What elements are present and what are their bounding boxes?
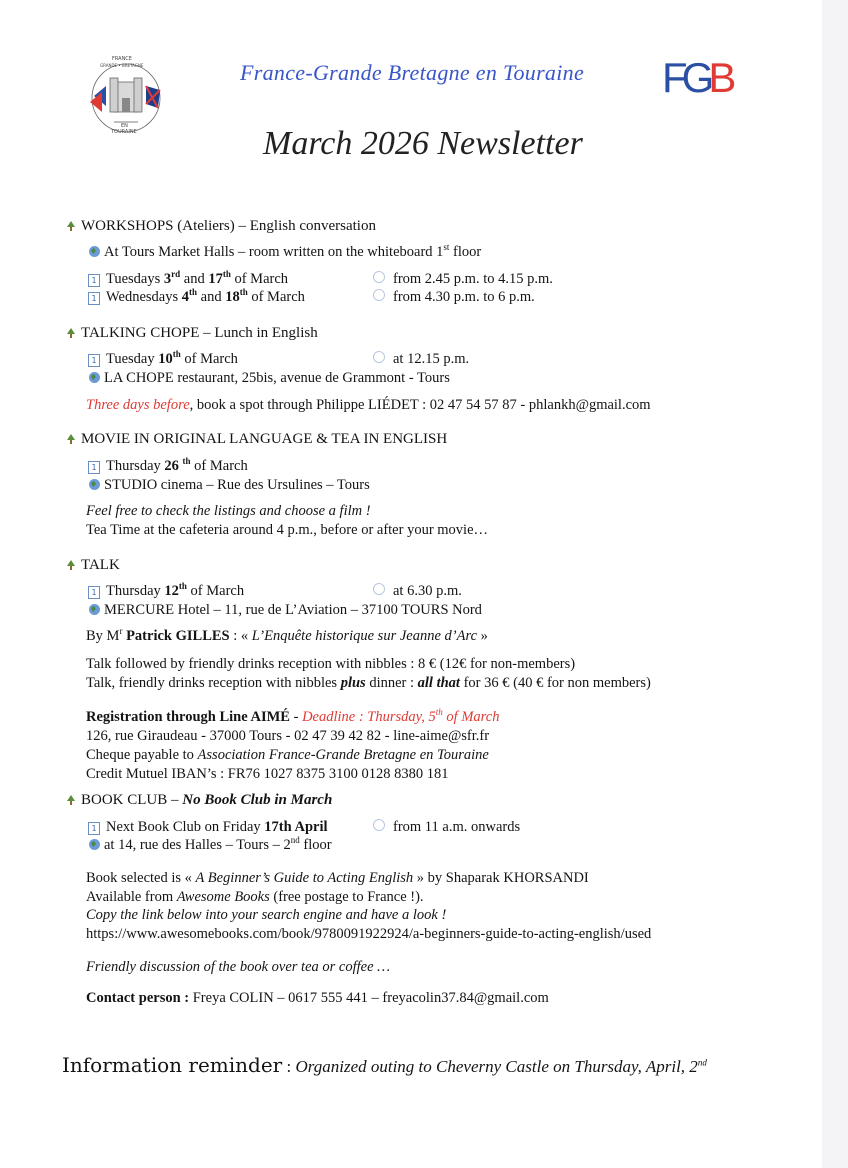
talk-price-1: Talk followed by friendly drinks reception with nibbles : 8 € (12€ for non-members) — [86, 656, 576, 672]
movie-note-1: Feel free to check the listings and choose a film ! — [86, 503, 371, 519]
clock-icon — [373, 819, 385, 831]
chope-time: at 12.15 p.m. — [373, 351, 469, 368]
logo-text-touraine: TOURAINE — [111, 129, 137, 135]
workshops-heading-text: WORKSHOPS (Ateliers) – English conversation — [81, 218, 376, 234]
workshops-time-1: from 2.45 p.m. to 4.15 p.m. — [373, 271, 553, 288]
talk-price-2: Talk, friendly drinks reception with nibbles plus dinner : all that for 36 € (40 € for non members) — [86, 675, 651, 691]
information-reminder: Information reminder : Organized outing to Cheverny Castle on Thursday, April, 2nd — [62, 1053, 707, 1077]
globe-icon — [88, 371, 101, 384]
book-copy-instruction: Copy the link below into your search engine and have a look ! — [86, 907, 447, 923]
book-availability: Available from Awesome Books (free postage to France !). — [86, 889, 424, 905]
book-time: from 11 a.m. onwards — [373, 819, 520, 836]
calendar-icon: 1 — [88, 586, 100, 599]
thumbtack-icon — [65, 793, 77, 805]
fgb-logo: FGB — [662, 54, 731, 101]
thumbtack-icon — [65, 558, 77, 570]
book-next-date: 1 Next Book Club on Friday 17th April — [88, 819, 328, 836]
book-link[interactable]: https://www.awesomebooks.com/book/9780091922924/a-beginners-guide-to-acting-english/used — [86, 926, 652, 942]
workshops-date-1: 1 Tuesdays 3rd and 17th of March — [88, 271, 288, 288]
movie-note-2: Tea Time at the cafeteria around 4 p.m., before or after your movie… — [86, 522, 489, 538]
workshops-heading — [65, 218, 376, 235]
talk-date: 1 Thursday 12th of March — [88, 583, 244, 600]
talk-iban: Credit Mutuel IBAN’s : FR76 1027 8375 3100 0128 8380 181 — [86, 766, 449, 782]
logo-text-top: FRANCE — [112, 56, 132, 62]
clock-icon — [373, 271, 385, 283]
book-discussion-note: Friendly discussion of the book over tea or coffee … — [86, 959, 391, 975]
workshops-date-2: 1 Wednesdays 4th and 18th of March — [88, 289, 305, 306]
globe-icon — [88, 603, 101, 616]
calendar-icon: 1 — [88, 354, 100, 367]
talk-address: 126, rue Giraudeau - 37000 Tours - 02 47 39 42 82 - line-aime@sfr.fr — [86, 728, 490, 744]
chope-date: 1 Tuesday 10th of March — [88, 351, 238, 368]
workshops-time-2: from 4.30 p.m. to 6 p.m. — [373, 289, 535, 306]
book-heading: BOOK CLUB – No Book Club in March — [65, 792, 332, 809]
talk-speaker: By $M^r$ Patrick GILLES : « L’Enquête historique sur Jeanne d’Arc » — [86, 626, 488, 644]
logo-text-mid: GRANDE • BRETAGNE — [100, 63, 144, 68]
globe-icon — [88, 838, 101, 851]
chope-location: LA CHOPE restaurant, 25bis, avenue de Grammont - Tours — [88, 370, 450, 387]
clock-icon — [373, 583, 385, 595]
calendar-icon: 1 — [88, 822, 100, 835]
clock-icon — [373, 351, 385, 363]
chope-booking-note: Three days before, book a spot through Philippe LIÉDET : 02 47 54 57 87 - phlankh@gmail.com — [86, 397, 651, 413]
globe-icon — [88, 478, 101, 491]
thumbtack-icon — [65, 219, 77, 231]
calendar-icon: 1 — [88, 292, 100, 305]
chope-heading: TALKING CHOPE – Lunch in English — [65, 325, 318, 342]
clock-icon — [373, 289, 385, 301]
thumbtack-icon — [65, 326, 77, 338]
talk-location: MERCURE Hotel – 11, rue de L’Aviation – 37100 TOURS Nord — [88, 602, 482, 619]
calendar-icon: 1 — [88, 461, 100, 474]
book-location: at 14, rue des Halles – Tours – 2nd floor — [88, 837, 332, 854]
movie-location: STUDIO cinema – Rue des Ursulines – Tours — [88, 477, 370, 494]
workshops-location: At Tours Market Halls – room written on the whiteboard 1st floor — [88, 244, 481, 261]
movie-date: 1 Thursday 26 $^{th}$ of March — [88, 458, 248, 475]
site-title: France-Grande Bretagne en Touraine — [240, 60, 585, 85]
book-contact: Contact person : Freya COLIN – 0617 555 441 – freyacolin37.84@gmail.com — [86, 990, 549, 1006]
talk-heading: TALK — [65, 557, 120, 574]
calendar-icon: 1 — [88, 274, 100, 287]
talk-time: at 6.30 p.m. — [373, 583, 462, 600]
thumbtack-icon — [65, 432, 77, 444]
book-selected: Book selected is « A Beginner’s Guide to Acting English » by Shaparak KHORSANDI — [86, 870, 589, 886]
newsletter-title: March 2026 Newsletter — [263, 125, 583, 162]
talk-cheque: Cheque payable to Association France-Grande Bretagne en Touraine — [86, 747, 489, 763]
logo-text-en: EN — [121, 123, 128, 129]
movie-heading: MOVIE IN ORIGINAL LANGUAGE & TEA IN ENGLISH — [65, 431, 447, 448]
globe-icon — [88, 245, 101, 258]
talk-registration: Registration through Line AIMÉ - Deadline : Thursday, 5th of March — [86, 707, 500, 725]
